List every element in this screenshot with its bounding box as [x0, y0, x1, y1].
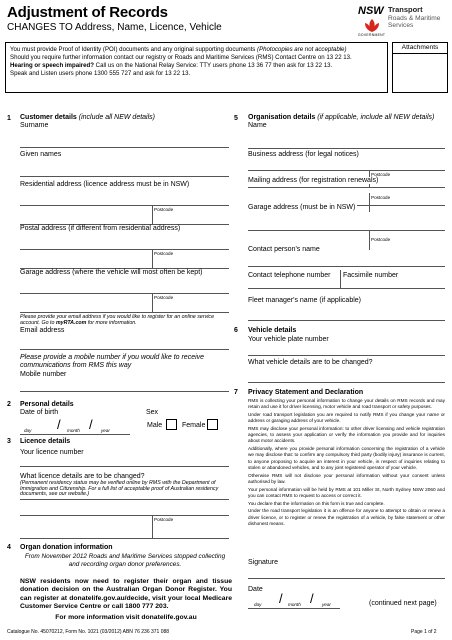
- email-note: Please provide your email address if you would like to register for an online service account. Go to myRTA.com for more information.: [20, 314, 215, 327]
- date-month-label: month: [288, 602, 301, 607]
- signature-label: Signature: [248, 559, 278, 566]
- privacy-paragraph: Your personal information will be held by RMS at 101 Miller St, North Sydney NSW 2060 and you can contact RMS to request to access or correct it.: [248, 486, 445, 498]
- org-garage-postcode-label: Postcode: [371, 237, 391, 242]
- org-garage-address-field[interactable]: [248, 230, 445, 231]
- intro-box: You must provide Proof of Identity (POI) documents and any original supporting documents (Photocopies are not acceptable) Should you require further information contact our registry or Roads and Maritime Services (RMS) Contact Centre on 13 22 13. Hearing or speech impaired? Call us on the National Relay Service: TTY users phone 13 36 77 then ask for 13 22 13. Speak and Listen users phone 1300 555 727 and ask for 13 22 13.: [5, 42, 388, 93]
- organ-italic-text: From November 2012 Roads and Maritime Services stopped collecting and recording organ donor preferences.: [24, 553, 226, 568]
- male-label: Male: [147, 422, 163, 429]
- contact-name-label: Contact person's name: [248, 246, 320, 253]
- licence-postcode-field[interactable]: [20, 538, 229, 539]
- email-field[interactable]: [20, 349, 229, 350]
- section-2-number: 2: [7, 401, 11, 408]
- residential-postcode-label: Postcode: [154, 207, 174, 212]
- section-7-heading: Privacy Statement and Declaration: [248, 389, 364, 396]
- garage-postcode-field[interactable]: [20, 312, 229, 313]
- form-title: Adjustment of Records: [7, 4, 168, 21]
- section-4-heading: Organ donation information: [20, 544, 113, 551]
- date-year-label: year: [322, 602, 331, 607]
- privacy-paragraph: Otherwise RMS will not disclose your personal information without your consent unless authorised by law.: [248, 472, 445, 484]
- email-label: Email address: [20, 327, 65, 334]
- garage-address-field[interactable]: [20, 293, 229, 294]
- plate-label: Your vehicle plate number: [248, 336, 329, 343]
- date-field[interactable]: [248, 608, 340, 609]
- postal-postcode-label: Postcode: [154, 251, 174, 256]
- signature-field[interactable]: [248, 578, 445, 579]
- licence-number-field[interactable]: [20, 466, 229, 467]
- mobile-field[interactable]: [20, 391, 229, 392]
- logo-government-text: GOVERNMENT: [358, 33, 386, 37]
- residential-address-label: Residential address (licence address must be in NSW): [20, 181, 190, 188]
- vehicle-change-field[interactable]: [248, 382, 445, 383]
- continued-note: (continued next page): [369, 600, 437, 607]
- dob-day-label: day: [24, 428, 32, 433]
- section-7-number: 7: [234, 389, 238, 396]
- licence-change-note: (Permanent residency status may be verified online by RMS with the Department of Immigration and Citizenship. For a full list of acceptable proof of Australian residency documents, see our website.): [20, 480, 219, 498]
- licence-change-field-2[interactable]: [20, 515, 229, 516]
- vehicle-change-question: What vehicle details are to be changed?: [248, 359, 373, 366]
- section-4-number: 4: [7, 544, 11, 551]
- fleet-manager-label: Fleet manager's name (if applicable): [248, 297, 362, 304]
- attachments-label: Attachments: [393, 43, 447, 54]
- plate-field[interactable]: [248, 355, 445, 356]
- privacy-paragraph: You declare that the information on this form is true and complete.: [248, 500, 385, 506]
- dob-field[interactable]: [20, 434, 130, 435]
- business-postcode-label: Postcode: [371, 172, 391, 177]
- male-checkbox[interactable]: [166, 419, 177, 430]
- fleet-manager-field[interactable]: [248, 320, 445, 321]
- date-separator-1: /: [279, 591, 283, 606]
- business-address-field[interactable]: [248, 170, 445, 171]
- section-5-number: 5: [234, 115, 238, 122]
- mailing-postcode-label: Postcode: [371, 195, 391, 200]
- section-5-heading: Organisation details (if applicable, include all NEW details): [248, 114, 435, 121]
- dob-label: Date of birth: [20, 409, 59, 416]
- section-1-number: 1: [7, 115, 11, 122]
- given-names-field[interactable]: [20, 176, 229, 177]
- fax-label: Facsimile number: [343, 272, 399, 279]
- garage-address-label: Garage address (where the vehicle will most often be kept): [20, 269, 203, 276]
- catalogue-footer: Catalogue No. 45070212, Form No. 1021 (03/2012) ABN 76 236 371 088: [7, 629, 170, 635]
- date-label: Date: [248, 586, 263, 593]
- date-separator-2: /: [310, 591, 314, 606]
- org-name-field[interactable]: [248, 148, 445, 149]
- section-2-heading: Personal details: [20, 401, 74, 408]
- given-names-label: Given names: [20, 151, 62, 158]
- mobile-note: Please provide a mobile number if you would like to receive communications from RMS this way: [20, 354, 205, 370]
- section-3-heading: Licence details: [20, 438, 71, 445]
- surname-field[interactable]: [20, 147, 229, 148]
- mobile-label: Mobile number: [20, 371, 67, 378]
- date-day-label: day: [254, 602, 262, 607]
- contact-phone-field[interactable]: [248, 288, 445, 289]
- section-6-heading: Vehicle details: [248, 327, 297, 334]
- organ-more-info: For more information visit donatelife.gov.au: [55, 614, 197, 621]
- mailing-address-label: Mailing address (for registration renewals): [248, 177, 379, 184]
- garage-postcode-label: Postcode: [154, 295, 174, 300]
- privacy-paragraph: Under the road transport legislation it is an offence for anyone to attempt to obtain or renew a driver licence, or to register or renew the registration of a vehicle, by false statement or other dishonest means.: [248, 508, 445, 526]
- waratah-icon: [361, 18, 383, 34]
- privacy-paragraph: RMS is collecting your personal information to change your details on RMS records and may retain and use it for driver licensing, motor vehicle and road transport or safety purposes.: [248, 398, 445, 410]
- licence-change-question: What licence details are to be changed?: [20, 473, 145, 480]
- dob-month-label: month: [67, 428, 80, 433]
- business-address-label: Business address (for legal notices): [248, 151, 359, 158]
- privacy-paragraph: RMS may disclose your personal information: to other driver licensing and vehicle registration agencies, to assess your application or verify the information you provide and for inquiries about motor accidents.: [248, 426, 445, 444]
- surname-label: Surname: [20, 122, 49, 129]
- postal-address-field[interactable]: [20, 249, 229, 250]
- contact-name-field[interactable]: [248, 266, 445, 267]
- privacy-paragraph: Additionally, where you provide personal information concerning the registration of a vehicle we may disclose that: to confirm any compulsory third party (bodily injury) insurance is current, to anyone proposing to acquire an interest in your vehicle, in respect of inquiries relating to stolen or abandoned vehicles, and to any joint registered operator of your vehicle.: [248, 446, 445, 470]
- section-3-number: 3: [7, 438, 11, 445]
- dob-separator-2: /: [89, 417, 93, 432]
- logo-agency-text: Transport Roads & Maritime Services: [388, 5, 441, 29]
- female-label: Female: [182, 422, 206, 429]
- logo-nsw-text: NSW: [358, 5, 384, 17]
- licence-postcode-label: Postcode: [154, 517, 174, 522]
- form-subtitle: CHANGES TO Address, Name, Licence, Vehicle: [7, 22, 222, 33]
- dob-separator-1: /: [57, 417, 61, 432]
- organ-register-text: NSW residents now need to register their organ and tissue donation decision on the Australian Organ Donor Register. You can register at donatelife.gov.au/decide, visit your local Medicare Customer Service Centre or call 1800 777 203.: [20, 578, 232, 610]
- postal-address-label: Postal address (if different from residential address): [20, 225, 181, 232]
- page-number: Page 1 of 2: [411, 629, 437, 635]
- privacy-statement: [248, 398, 445, 529]
- nsw-transport-logo: [358, 5, 448, 35]
- business-postcode-field[interactable]: [248, 187, 445, 188]
- contact-phone-label: Contact telephone number: [248, 272, 331, 279]
- org-garage-address-label: Garage address (must be in NSW): [248, 204, 356, 211]
- privacy-paragraph: Under road transport legislation you are required to notify RMS if you change your name or address or garaging address of your vehicle.: [248, 412, 445, 424]
- dob-year-label: year: [101, 428, 110, 433]
- sex-label: Sex: [146, 409, 159, 416]
- licence-change-field-1[interactable]: [20, 499, 229, 500]
- female-checkbox[interactable]: [207, 419, 218, 430]
- licence-number-label: Your licence number: [20, 449, 84, 456]
- org-name-label: Name: [248, 122, 267, 129]
- section-6-number: 6: [234, 327, 238, 334]
- residential-address-field[interactable]: [20, 205, 229, 206]
- section-1-heading: Customer details (include all NEW details): [20, 114, 155, 121]
